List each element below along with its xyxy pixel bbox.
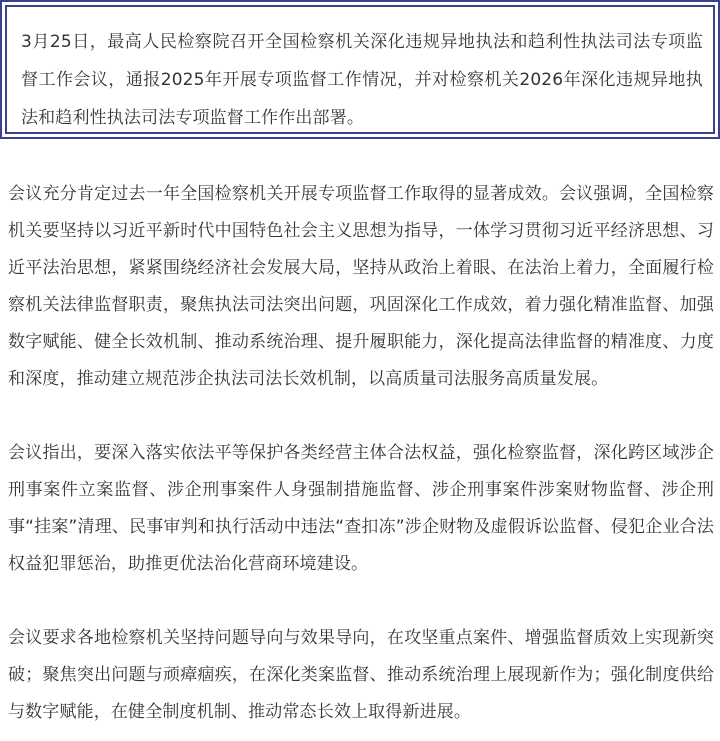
summary-inner-frame (5, 5, 715, 134)
article-paragraph-2: 会议指出，要深入落实依法平等保护各类经营主体合法权益，强化检察监督，深化跨区域涉企刑事案件立案监督、涉企刑事案件人身强制措施监督、涉企刑事案件涉案财物监督、涉企刑事“挂案”清理、民事审判和执行活动中违法“查扣冻”涉企财物及虚假诉讼监督、侵犯企业合法权益犯罪惩治，助推更优法治化营商环境建设。 (8, 443, 714, 574)
article-body (8, 176, 714, 731)
summary-box (0, 0, 720, 139)
article-paragraph-1: 会议充分肯定过去一年全国检察机关开展专项监督工作取得的显著成效。会议强调，全国检察机关要坚持以习近平新时代中国特色社会主义思想为指导，一体学习贯彻习近平经济思想、习近平法治思想，紧紧围绕经济社会发展大局，坚持从政治上着眼、在法治上着力，全面履行检察机关法律监督职责，聚焦执法司法突出问题，巩固深化工作成效，着力强化精准监督、加强数字赋能、健全长效机制、推动系统治理、提升履职能力，深化提高法律监督的精准度、力度和深度，推动建立规范涉企执法司法长效机制，以高质量司法服务高质量发展。 (8, 184, 714, 389)
summary-text: 3月25日，最高人民检察院召开全国检察机关深化违规异地执法和趋利性执法司法专项监督工作会议，通报2025年开展专项监督工作情况，并对检察机关2026年深化违规异地执法和趋利性执法司法专项监督工作作出部署。 (21, 32, 703, 128)
article-paragraph-3: 会议要求各地检察机关坚持问题导向与效果导向，在攻坚重点案件、增强监督质效上实现新突破；聚焦突出问题与顽瘴痼疾，在深化类案监督、推动系统治理上展现新作为；强化制度供给与数字赋能，在健全制度机制、推动常态长效上取得新进展。 (8, 628, 714, 722)
